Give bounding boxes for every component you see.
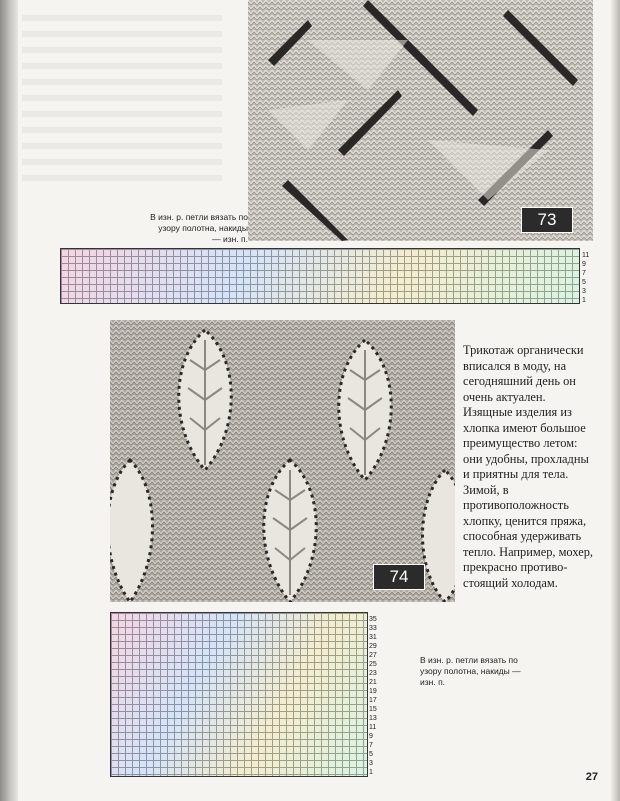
row-number: 23 <box>369 670 377 677</box>
body-line: способная удерживать <box>463 529 582 543</box>
body-line: противоположность <box>463 498 569 512</box>
knit-photo-74 <box>110 320 455 602</box>
row-number: 21 <box>369 679 377 686</box>
body-line: они удобны, прохладны <box>463 451 589 466</box>
body-line: Трикотаж органически <box>463 343 584 357</box>
page-edge-shadow <box>610 0 620 801</box>
pattern-number-74: 74 <box>373 564 425 590</box>
body-line: стоящий холодам. <box>463 575 558 590</box>
row-number: 3 <box>582 288 586 295</box>
body-text <box>463 343 603 591</box>
row-number: 27 <box>369 652 377 659</box>
body-line: Зимой, в <box>463 482 509 497</box>
row-number: 1 <box>582 297 586 304</box>
body-line: очень актуален. <box>463 389 546 404</box>
row-number: 11 <box>369 724 377 731</box>
body-line: Изящные изделия из <box>463 405 572 419</box>
row-number: 35 <box>369 616 377 623</box>
pattern-number-73: 73 <box>521 207 573 233</box>
chart-color-tint <box>111 613 367 776</box>
pattern-note-73: В изн. р. петли вязать по узору полотна, накиды — изн. п. <box>150 212 248 244</box>
knitting-chart-74 <box>110 612 368 777</box>
row-number: 17 <box>369 697 377 704</box>
row-number: 33 <box>369 625 377 632</box>
book-spine <box>0 0 18 801</box>
page-number: 27 <box>585 771 598 783</box>
row-number: 31 <box>369 634 377 641</box>
row-number: 5 <box>369 751 373 758</box>
chart-color-tint <box>61 249 579 303</box>
row-number: 13 <box>369 715 377 722</box>
knitting-chart-73 <box>60 248 580 304</box>
row-number: 15 <box>369 706 377 713</box>
row-number: 7 <box>582 270 586 277</box>
pattern-note-74: В изн. р. петли вязать по узору полотна, накиды — изн. п. <box>420 655 521 687</box>
body-line: прекрасно противо- <box>463 560 568 574</box>
body-line: хлопка имеют большое <box>463 420 586 435</box>
body-line: вписался в моду, на <box>463 358 567 373</box>
row-number: 25 <box>369 661 377 668</box>
knit-texture-73 <box>248 0 593 241</box>
body-line: тепло. Например, мохер, <box>463 544 593 559</box>
row-number: 19 <box>369 688 377 695</box>
bleed-through-text <box>22 15 222 185</box>
row-number: 3 <box>369 760 373 767</box>
row-number: 9 <box>369 733 373 740</box>
body-line: и приятны для тела. <box>463 467 569 481</box>
knit-photo-73 <box>248 0 593 241</box>
body-line: преимущество летом: <box>463 436 578 450</box>
row-number: 7 <box>369 742 373 749</box>
row-number: 11 <box>582 252 590 259</box>
knit-texture-74 <box>110 320 455 602</box>
body-line: хлопку, ценится пряжа, <box>463 513 587 528</box>
row-number: 5 <box>582 279 586 286</box>
body-line: сегодняшний день он <box>463 374 576 388</box>
row-number: 9 <box>582 261 586 268</box>
row-number: 1 <box>369 769 373 776</box>
row-number: 29 <box>369 643 377 650</box>
